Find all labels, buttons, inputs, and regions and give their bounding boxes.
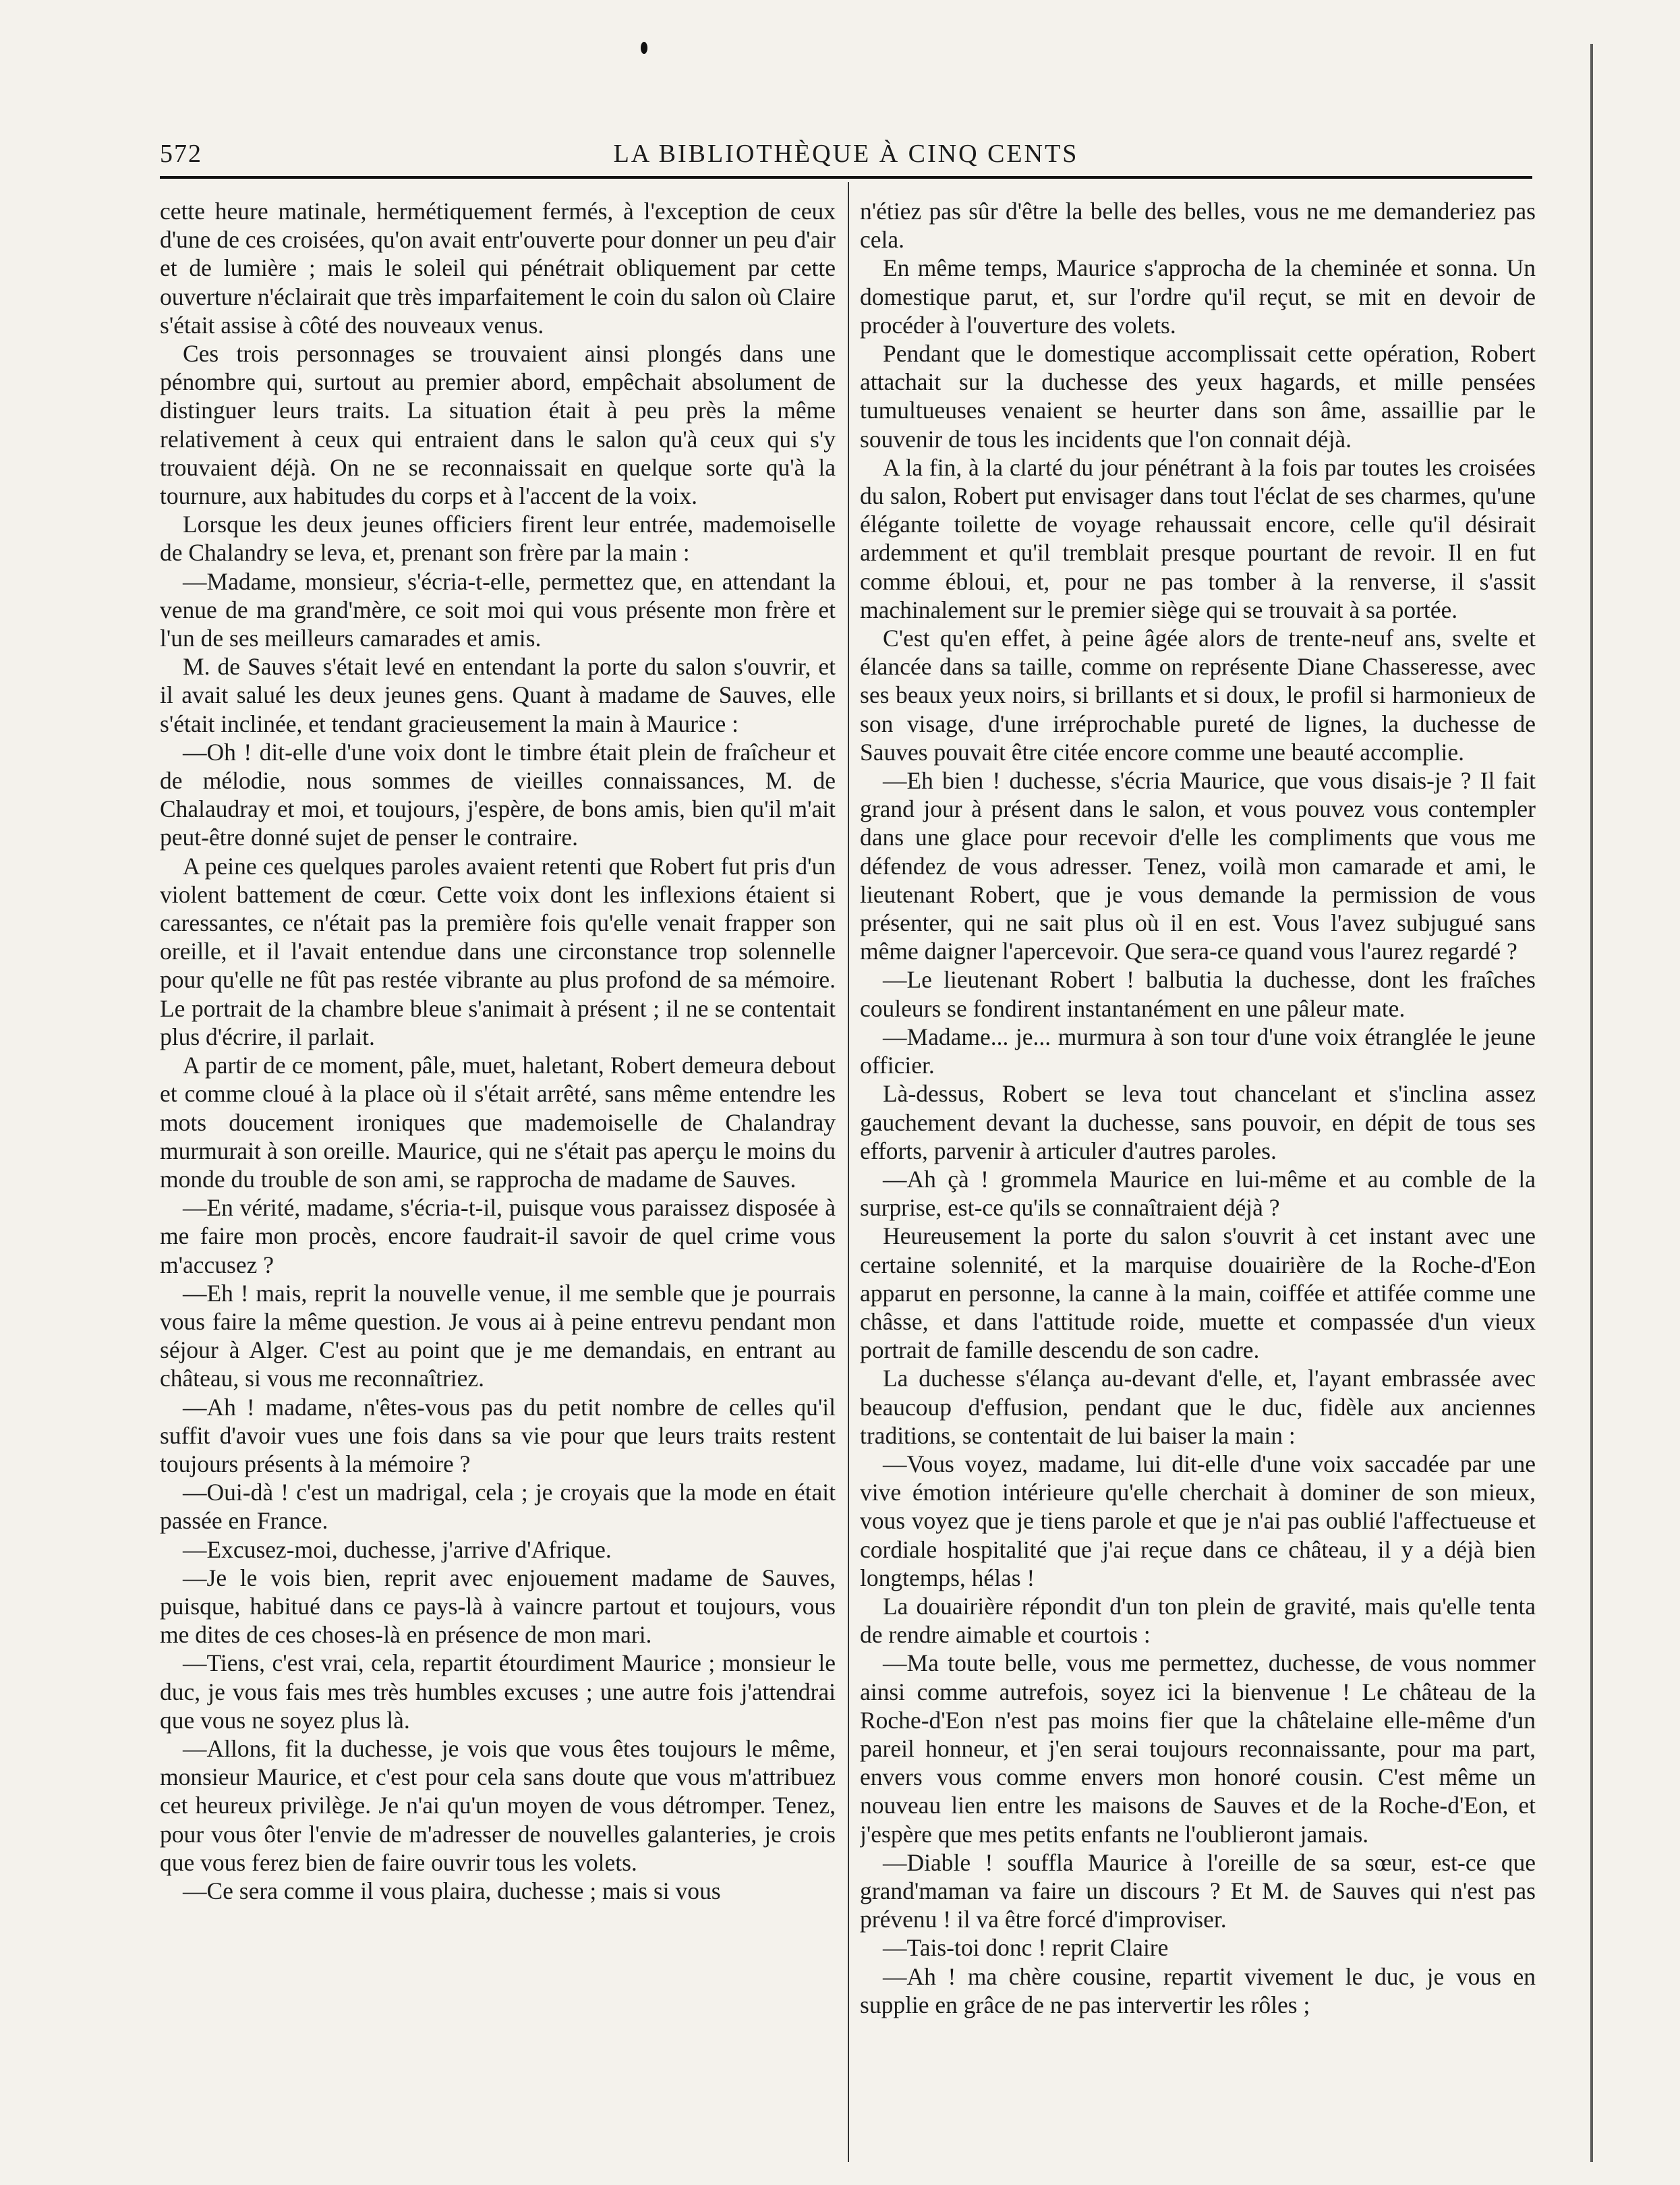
paragraph: —Ce sera comme il vous plaira, duchesse ; mais si vous: [183, 1877, 721, 1904]
paragraph: —Excusez-moi, duchesse, j'arrive d'Afrique.: [183, 1535, 612, 1563]
paragraph: —Eh bien ! duchesse, s'écria Maurice, que vous disais-je ? Il fait grand jour à présent dans le salon, et vous pouvez vous contempler dans une glace pour recevoir d'elle les compliments que vous me défendez de vous adresser. Tenez, voilà mon camarade et ami, le lieutenant Robert, que je vous demande la permission de vous présenter, qui ne sait plus où il en est. Vous l'avez subjugué sans même daigner l'apercevoir. Que sera-ce quand vous l'aurez regardé ?: [860, 767, 1536, 965]
paragraph: —Ah çà ! grommela Maurice en lui-même et au comble de la surprise, est-ce qu'ils se connaîtraient déjà ?: [860, 1165, 1536, 1222]
paragraph: Heureusement la porte du salon s'ouvrit à cet instant avec une certaine solennité, et la marquise douairière de la Roche-d'Eon apparut en personne, la canne à la main, coiffée et attifée comme une châsse, et dans l'attitude roide, muette et compassée d'un vieux portrait de famille descendu de son cadre.: [860, 1222, 1536, 1364]
paragraph: —Allons, fit la duchesse, je vois que vous êtes toujours le même, monsieur Maurice, et c'est pour cela sans doute que vous m'attribuez cet heureux privilège. Je n'ai qu'un moyen de vous détromper. Tenez, pour vous ôter l'envie de m'adresser de nouvelles galanteries, je crois que vous ferez bien de faire ouvrir tous les volets.: [160, 1734, 836, 1876]
paragraph: Lorsque les deux jeunes officiers firent leur entrée, mademoiselle de Chalandry se leva, et, prenant son frère par la main :: [160, 511, 836, 567]
paragraph: En même temps, Maurice s'approcha de la cheminée et sonna. Un domestique parut, et, sur l'ordre qu'il reçut, se mit en devoir de procéder à l'ouverture des volets.: [860, 254, 1536, 339]
paragraph: cette heure matinale, hermétiquement fermés, à l'exception de ceux d'une de ces croisées, qu'on avait entr'ouverte pour donner un peu d'air et de lumière ; mais le soleil qui pénétrait obliquement par cette ouverture n'éclairait que très imparfaitement le coin du salon où Claire s'était assise à côté des nouveaux venus.: [160, 198, 836, 339]
paragraph: —Ma toute belle, vous me permettez, duchesse, de vous nommer ainsi comme autrefois, soyez ici la bienvenue ! Le château de la Roche-d'Eon n'est pas moins fier que la châtelaine elle-même d'un pareil honneur, et j'en serai toujours reconnaissante, pour ma part, envers vous comme envers mon honoré cousin. C'est même un nouveau lien entre les maisons de Sauves et de la Roche-d'Eon, et j'espère que mes petits enfants ne l'oublieront jamais.: [860, 1649, 1536, 1848]
paragraph: —En vérité, madame, s'écria-t-il, puisque vous paraissez disposée à me faire mon procès, encore faudrait-il savoir de quel crime vous m'accusez ?: [160, 1194, 836, 1278]
paragraph: —Diable ! souffla Maurice à l'oreille de sa sœur, est-ce que grand'maman va faire un discours ? Et M. de Sauves qui n'est pas prévenu ! il va être forcé d'improviser.: [860, 1848, 1536, 1933]
page-header: [160, 139, 1532, 173]
paragraph: Ces trois personnages se trouvaient ainsi plongés dans une pénombre qui, surtout au premier abord, empêchait absolument de distinguer leurs traits. La situation était à peu près la même relativement à ceux qui entraient dans le salon qu'à ceux qui s'y trouvaient déjà. On ne se reconnaissait en quelque sorte qu'à la tournure, aux habitudes du corps et à l'accent de la voix.: [160, 340, 836, 510]
paragraph: —Madame... je... murmura à son tour d'une voix étranglée le jeune officier.: [860, 1023, 1536, 1079]
paragraph: —Le lieutenant Robert ! balbutia la duchesse, dont les fraîches couleurs se fondirent instantanément en une pâleur mate.: [860, 966, 1536, 1022]
running-title: LA BIBLIOTHÈQUE À CINQ CENTS: [613, 140, 1079, 168]
paragraph: n'étiez pas sûr d'être la belle des belles, vous ne me demanderiez pas cela.: [860, 198, 1536, 254]
paragraph: —Tais-toi donc ! reprit Claire: [883, 1934, 1169, 1962]
paragraph: —Oh ! dit-elle d'une voix dont le timbre était plein de fraîcheur et de mélodie, nous sommes de vieilles connaissances, M. de Chalaudray et moi, et toujours, j'espère, de bons amis, bien qu'il m'ait peut-être donné sujet de penser le contraire.: [160, 738, 836, 851]
paragraph: —Ah ! ma chère cousine, repartit vivement le duc, je vous en supplie en grâce de ne pas intervertir les rôles ;: [860, 1962, 1536, 2018]
paragraph: La duchesse s'élança au-devant d'elle, et, l'ayant embrassée avec beaucoup d'effusion, pendant que le duc, fidèle aux anciennes traditions, se contentait de lui baiser la main :: [860, 1365, 1536, 1449]
paragraph: A la fin, à la clarté du jour pénétrant à la fois par toutes les croisées du salon, Robert put envisager dans tout l'éclat de ses charmes, qu'une élégante toilette de voyage rehaussait encore, celle qu'il désirait ardemment et qu'il tremblait presque pourtant de revoir. Il en fut comme ébloui, et, pour ne pas tomber à la renverse, il s'assit machinalement sur le premier siège qui se trouvait à sa portée.: [860, 453, 1536, 623]
paragraph: Là-dessus, Robert se leva tout chancelant et s'inclina assez gauchement devant la duchesse, sans pouvoir, en dépit de tous ses efforts, parvenir à articuler d'autres paroles.: [860, 1080, 1536, 1164]
right-column: [860, 197, 1536, 2180]
column-divider: [848, 182, 849, 2162]
paragraph: C'est qu'en effet, à peine âgée alors de trente-neuf ans, svelte et élancée dans sa taille, comme on représente Diane Chasseresse, avec ses beaux yeux noirs, si brillants et si doux, le profil si harmonieux de son visage, d'une irréprochable pureté de lignes, la duchesse de Sauves pouvait être citée encore comme une beauté accomplie.: [860, 625, 1536, 766]
paragraph: M. de Sauves s'était levé en entendant la porte du salon s'ouvrir, et il avait salué les deux jeunes gens. Quant à madame de Sauves, elle s'était inclinée, et tendant gracieusement la main à Maurice :: [160, 653, 836, 737]
paragraph: —Eh ! mais, reprit la nouvelle venue, il me semble que je pourrais vous faire la même question. Je vous ai à peine entrevu pendant mon séjour à Alger. C'est au point que je me demandais, en entrant au château, si vous me reconnaîtriez.: [160, 1279, 836, 1392]
paragraph: A peine ces quelques paroles avaient retenti que Robert fut pris d'un violent battement de cœur. Cette voix dont les inflexions étaient si caressantes, ce n'était pas la première fois qu'elle venait frapper son oreille, et il l'avait entendue dans une circonstance trop solennelle pour qu'elle ne fût pas restée vibrante au plus profond de sa mémoire. Le portrait de la chambre bleue s'animait à présent ; il ne se contentait plus d'écrire, il parlait.: [160, 852, 836, 1050]
paragraph: La douairière répondit d'un ton plein de gravité, mais qu'elle tenta de rendre aimable et courtois :: [860, 1592, 1536, 1649]
paragraph: —Tiens, c'est vrai, cela, repartit étourdiment Maurice ; monsieur le duc, je vous fais mes très humbles excuses ; une autre fois j'attendrai que vous ne soyez plus là.: [160, 1649, 836, 1734]
page-edge-line: [1590, 44, 1593, 2162]
paragraph: A partir de ce moment, pâle, muet, haletant, Robert demeura debout et comme cloué à la place où il s'était arrêté, sans même entendre les mots doucement ironiques que mademoiselle de Chalandray murmurait à son oreille. Maurice, qui ne s'était pas aperçu le moins du monde du trouble de son ami, se rapprocha de madame de Sauves.: [160, 1052, 836, 1193]
paragraph: —Ah ! madame, n'êtes-vous pas du petit nombre de celles qu'il suffit d'avoir vues une fois dans sa vie pour que leurs traits restent toujours présents à la mémoire ?: [160, 1393, 836, 1477]
paragraph: —Oui-dà ! c'est un madrigal, cela ; je croyais que la mode en était passée en France.: [160, 1479, 836, 1535]
paragraph: —Vous voyez, madame, lui dit-elle d'une voix saccadée par une vive émotion intérieure qu'elle cherchait à dominer de son mieux, vous voyez que je tiens parole et que je n'ai pas oublié l'affectueuse et cordiale hospitalité que j'ai reçue dans ce château, il y a déjà bien longtemps, hélas !: [860, 1450, 1536, 1591]
paragraph: Pendant que le domestique accomplissait cette opération, Robert attachait sur la duchesse des yeux hagards, et mille pensées tumultueuses venaient se heurter dans son âme, assaillie par le souvenir de tous les incidents que l'on connait déjà.: [860, 340, 1536, 453]
page-number: 572: [160, 140, 202, 168]
left-column: [160, 197, 836, 2180]
paragraph: —Madame, monsieur, s'écria-t-elle, permettez que, en attendant la venue de ma grand'mère, ce soit moi qui vous présente mon frère et l'un de ses meilleurs camarades et amis.: [160, 567, 836, 652]
paragraph: —Je le vois bien, reprit avec enjouement madame de Sauves, puisque, habitué dans ce pays-là à vaincre partout et toujours, vous me dites de ces choses-là en présence de mon mari.: [160, 1564, 836, 1649]
ink-speck: [641, 42, 647, 54]
header-rule: [160, 176, 1532, 179]
